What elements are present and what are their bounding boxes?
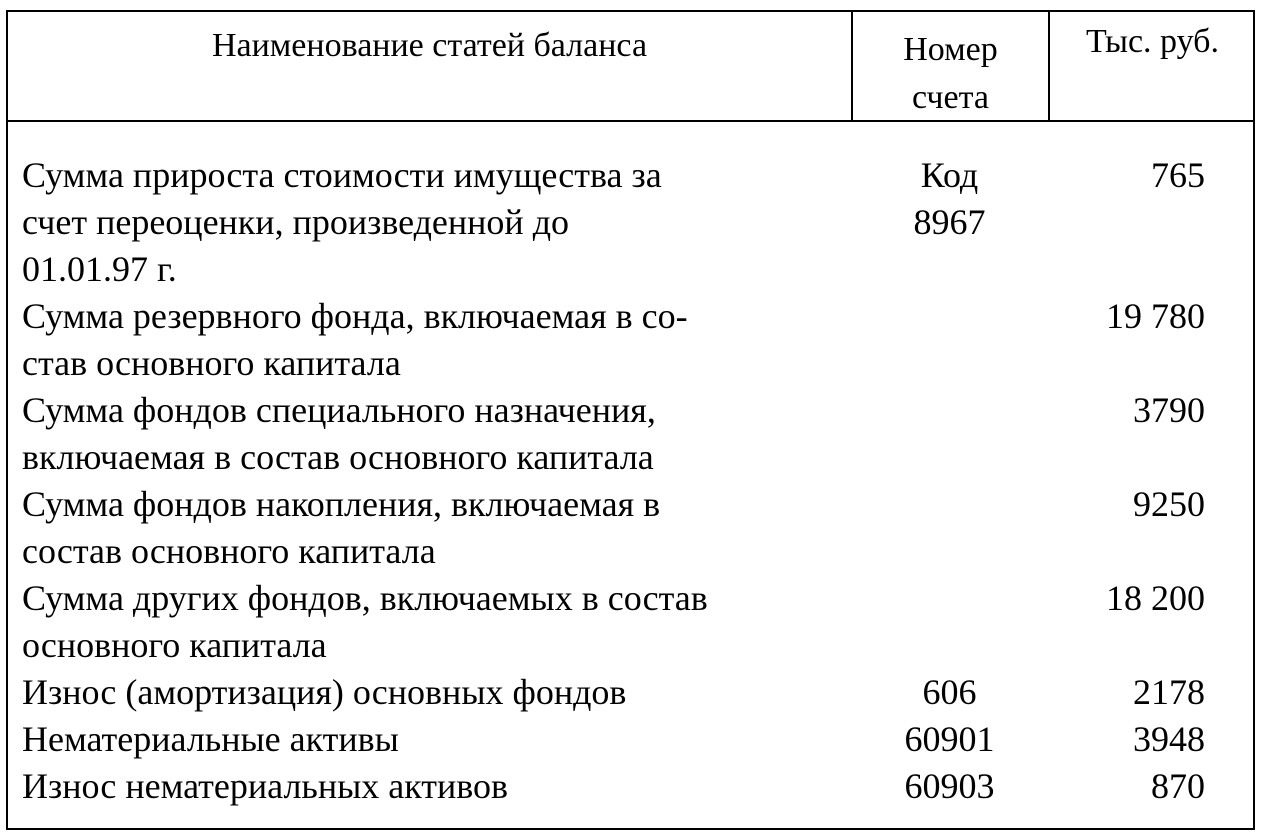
table-row <box>8 387 1253 481</box>
header-thousand-rub: Тыс. руб. <box>1086 23 1219 60</box>
account-number <box>851 481 1048 575</box>
table-row <box>8 575 1253 669</box>
item-name: Износ (амортизация) основных фондов <box>22 672 627 712</box>
amount: 9250 <box>1133 484 1205 524</box>
table-row <box>8 763 1253 810</box>
account-number <box>851 387 1048 481</box>
item-name: Нематериальные активы <box>22 719 399 759</box>
item-name: Сумма фондов специального назначения, включаемая в состав основного капитала <box>22 390 656 477</box>
account-number: Код 8967 <box>913 155 986 242</box>
account-number: 60901 <box>904 719 995 759</box>
amount: 3948 <box>1133 719 1205 759</box>
table-row <box>8 669 1253 716</box>
amount: 765 <box>1151 155 1205 195</box>
account-number <box>851 575 1048 669</box>
item-name: Сумма резервного фонда, включаемая в со- став основного капитала <box>22 296 688 383</box>
header-divider <box>8 120 1253 122</box>
account-number: 606 <box>922 672 977 712</box>
item-name: Сумма других фондов, включаемых в состав основного капитала <box>22 578 708 665</box>
item-name: Износ нематериальных активов <box>22 766 509 806</box>
balance-table <box>6 10 1255 830</box>
item-name: Сумма фондов накопления, включаемая в состав основного капитала <box>22 484 661 571</box>
table-row <box>8 152 1253 293</box>
account-number: 60903 <box>904 766 995 806</box>
table-row <box>8 481 1253 575</box>
table-row <box>8 716 1253 763</box>
amount: 2178 <box>1133 672 1205 712</box>
account-number <box>851 293 1048 387</box>
amount: 18 200 <box>1106 578 1205 618</box>
amount: 19 780 <box>1106 296 1205 336</box>
table-row <box>8 293 1253 387</box>
header-account-number: Номер счета <box>903 31 998 116</box>
amount: 3790 <box>1133 390 1205 430</box>
header-item-name: Наименование статей баланса <box>211 27 648 64</box>
item-name: Сумма прироста стоимости имущества за счет переоценки, произведенной до 01.01.97 г. <box>22 155 662 289</box>
amount: 870 <box>1151 766 1205 806</box>
table-body <box>8 152 1253 810</box>
